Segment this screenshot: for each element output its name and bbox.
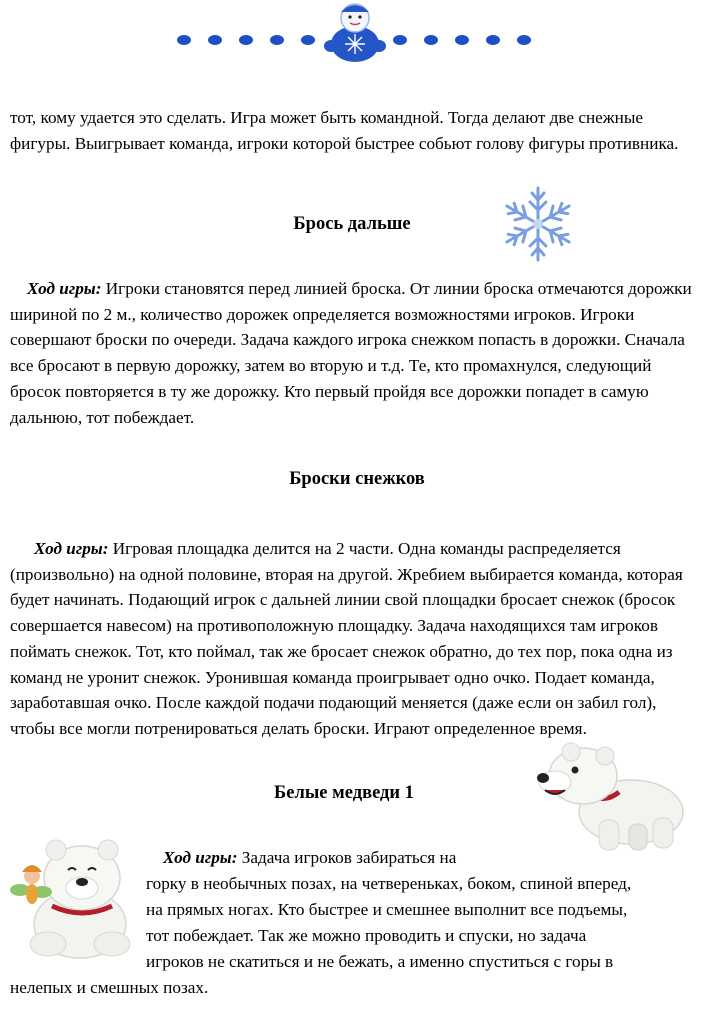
header-snowman-ornament (0, 0, 704, 70)
lead-label: Ход игры: (163, 848, 238, 867)
section-paragraph-snowball-throws (10, 536, 700, 742)
section-title-snowball-throws: Броски снежков (289, 469, 425, 489)
snowman-icon (324, 4, 386, 62)
polar-bears-line-3: на прямых ногах. Кто быстрее и смешнее выполнит все подъемы, (146, 900, 628, 919)
polar-bears-line-6: нелепых и смешных позах. (10, 978, 209, 997)
polar-bears-line-2: горку в необычных позах, на четвереньках, боком, спиной вперед, (146, 874, 632, 893)
snowflake-icon (498, 184, 578, 264)
section-title-throw-farther: Брось дальше (293, 214, 411, 234)
section-title-polar-bears: Белые медведи 1 (274, 783, 414, 803)
lead-label: Ход игры: (34, 539, 109, 558)
section-body: Игроки становятся перед линией броска. От линии броска отмечаются дорожки шириной по 2 м., количество дорожек определяется возможностями игроков. Игроки совершают броски по очереди. Задача каждого игрока снежком попасть в дорожки. Сначала все бросают в первую дорожку, затем во вторую и т.д. Те, кто промахнулся, следующий бросок повторяется в ту же дорожку. Кто первый пройдя все дорожки попадет в самую дальнюю, тот побеждает. (10, 279, 692, 427)
section-paragraph-throw-farther (10, 276, 700, 430)
polar-bears-line-4: тот побеждает. Так же можно проводить и спуски, но задача (146, 926, 587, 945)
polar-bear-sitting-illustration (8, 836, 140, 960)
intro-paragraph: тот, кому удается это сделать. Игра может быть командной. Тогда делают две снежные фигуры. Выигрывает команда, игроки которой быстрее собьют голову фигуры противника. (10, 108, 679, 153)
polar-bears-first-line (163, 845, 456, 871)
lead-label: Ход игры: (27, 279, 102, 298)
polar-bear-walking-illustration (535, 742, 695, 854)
section-body: Задача игроков забираться на (237, 848, 457, 867)
section-body: Игровая площадка делится на 2 части. Одна команды распределяется (произвольно) на одной половине, вторая на другой. Жребием выбирается команда, которая будет начинать. Подающий игрок с дальней линии свой площадки бросает снежок (бросок совершается навесом) на противоположную площадку. Задача находящихся там игроков поймать снежок. Тот, кто поймал, так же бросает снежок обратно, до тех пор, пока одна из команд не уронит снежок. Уронившая команда проигрывает одно очко. Подает команда, заработавшая очко. После каждой подачи подающий меняется (даже если он забил гол), чтобы все могли потренироваться делать броски. Играют определенное время. (10, 539, 683, 738)
polar-bears-line-5: игроков не скатиться и не бежать, а именно спуститься с горы в (146, 952, 614, 971)
